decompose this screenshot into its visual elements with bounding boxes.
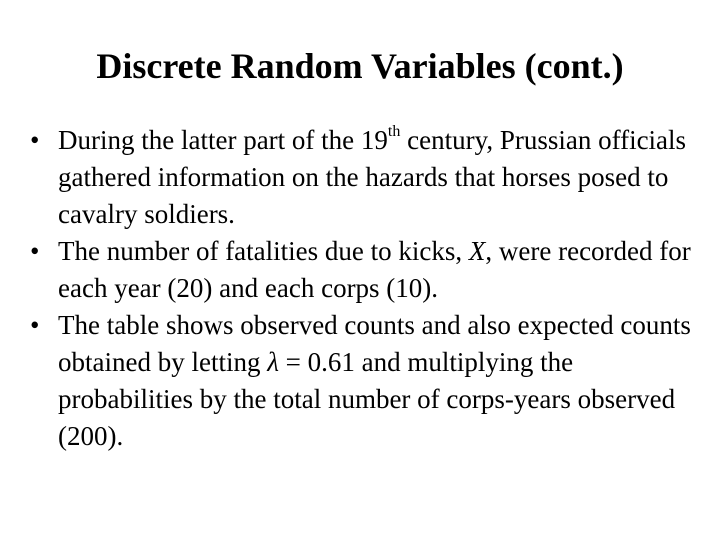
bullet-marker: • xyxy=(30,125,40,155)
bullet-text-start: The table shows observed counts and also expected counts obtained by letting xyxy=(58,310,691,377)
bullet-item-prussian-officials xyxy=(30,122,700,233)
bullet-text-start: During the latter part of the 19 xyxy=(58,125,388,155)
bullet-list xyxy=(30,122,700,455)
bullet-marker: • xyxy=(30,310,40,340)
variable-x: X xyxy=(468,236,486,266)
bullet-text-end: , were recorded for each year (20) and each corps (10). xyxy=(58,236,691,303)
lambda-symbol: λ xyxy=(267,347,279,377)
bullet-text-end: century, Prussian officials gathered information on the hazards that horses posed to cavalry soldiers. xyxy=(58,125,687,229)
bullet-text-start: The number of fatalities due to kicks, xyxy=(58,236,469,266)
bullet-marker: • xyxy=(30,236,40,266)
bullet-text-end: = 0.61 and multiplying the probabilities by the total number of corps-years observed (200). xyxy=(58,347,676,451)
ordinal-superscript: th xyxy=(387,123,401,140)
bullet-item-expected-counts xyxy=(30,307,700,455)
slide-title: Discrete Random Variables (cont.) xyxy=(96,46,624,86)
bullet-item-fatalities xyxy=(30,233,700,307)
